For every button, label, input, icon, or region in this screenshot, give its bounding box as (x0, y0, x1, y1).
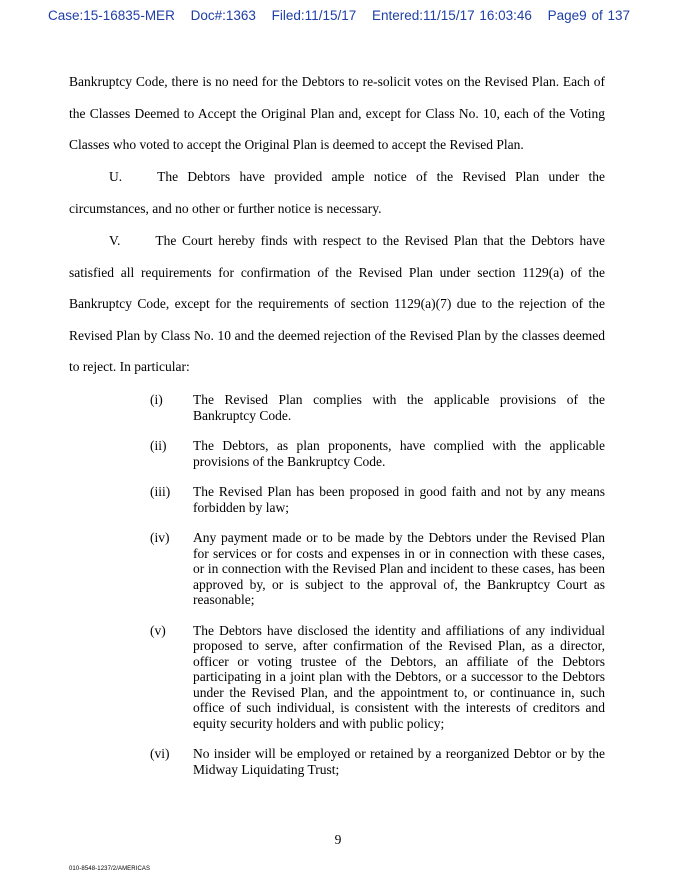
paragraph-u-label: U. (109, 169, 123, 184)
list-item-text: The Revised Plan complies with the applicable provisions of the Bankruptcy Code. (193, 392, 605, 423)
list-item-number: (ii) (150, 438, 167, 453)
list-item-text: No insider will be employed or retained by a reorganized Debtor or by the Midway Liquidating Trust; (193, 746, 605, 777)
list-item (150, 392, 605, 423)
list-item (150, 530, 605, 608)
list-item-number: (i) (150, 392, 163, 407)
paragraph-u-text: The Debtors have provided ample notice of the Revised Plan under the circumstances, and no other or further notice is necessary. (69, 169, 605, 216)
list-item-text: The Debtors, as plan proponents, have complied with the applicable provisions of the Bankruptcy Code. (193, 438, 605, 469)
list-item (150, 623, 605, 732)
list-item-number: (v) (150, 622, 166, 638)
page-number: 9 (334, 832, 342, 847)
case-number: Case:15-16835-MER (48, 8, 175, 23)
list-item (150, 438, 605, 469)
filed-date: Filed:11/15/17 (271, 8, 357, 23)
paragraph-u (69, 161, 605, 224)
entered-timestamp: Entered:11/15/17 16:03:46 (372, 8, 532, 23)
court-filing-header (48, 8, 648, 23)
list-item (150, 746, 605, 777)
paragraph-v (69, 225, 605, 383)
page-count: Page9 of 137 (547, 8, 630, 23)
document-number: Doc#:1363 (190, 8, 256, 23)
list-item-text: The Revised Plan has been proposed in good faith and not by any means forbidden by law; (193, 484, 605, 515)
continuation-paragraph (69, 66, 605, 161)
list-item-text: Any payment made or to be made by the Debtors under the Revised Plan for services or for costs and expenses in or in connection with these cases, or in connection with the Revised Plan and incident to these cases, has been approved by, or is subject to the approval of, the Bankruptcy Court as reasonable; (193, 530, 605, 607)
list-item-text: The Debtors have disclosed the identity and affiliations of any individual proposed to serve, after confirmation of the Revised Plan, as a director, officer or voting trustee of the Debtors, an affiliate of the Debtors participating in a joint plan with the Debtors, or a successor to the Debtors under the Revised Plan, and the appointment to, or continuance in, such office of such individual, is consistent with the interests of creditors and equity security holders and with public policy; (193, 622, 605, 731)
continuation-text: Bankruptcy Code, there is no need for the Debtors to re-solicit votes on the Revised Plan. Each of the Classes Deemed to Accept the Original Plan and, except for Class No. 10, each of the Voting Classes who voted to accept the Original Plan is deemed to accept the Revised Plan. (69, 74, 605, 152)
paragraph-v-label: V. (109, 233, 121, 248)
paragraph-v-text: The Court hereby finds with respect to the Revised Plan that the Debtors have satisfied all requirements for confirmation of the Revised Plan under section 1129(a) of the Bankruptcy Code, except for the requirements of section 1129(a)(7) due to the rejection of the Revised Plan by Class No. 10 and the deemed rejection of the Revised Plan by the classes deemed to reject. In particular: (69, 233, 605, 374)
list-item-number: (vi) (150, 746, 170, 761)
list-item-number: (iii) (150, 484, 171, 499)
list-item-number: (iv) (150, 530, 170, 545)
list-item (150, 484, 605, 515)
requirements-list (150, 392, 605, 792)
document-id: 010-8548-1237/2/AMERICAS (69, 866, 151, 872)
